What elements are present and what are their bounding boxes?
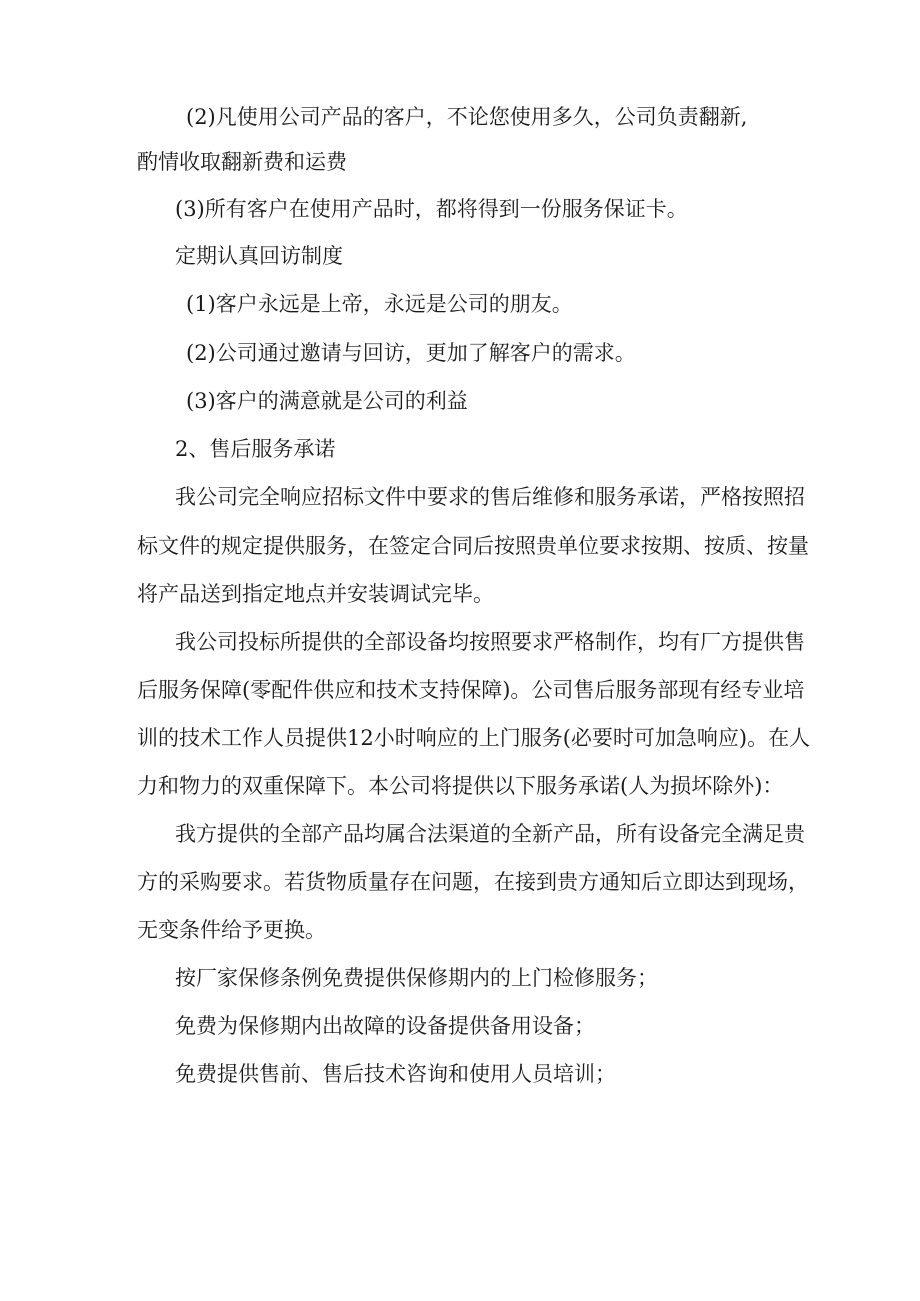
- text-line: 酌情收取翻新费和运费: [137, 150, 347, 174]
- text-line: (3)所有客户在使用产品时，都将得到一份服务保证卡。: [175, 197, 688, 221]
- text-line: (2)公司通过邀请与回访，更加了解客户的需求。: [186, 341, 636, 365]
- paragraph-line: 训的技术工作人员提供12小时响应的上门服务(必要时可加急响应)。在人: [137, 726, 811, 750]
- paragraph-line: 我方提供的全部产品均属合法渠道的全新产品，所有设备完全满足贵: [175, 822, 805, 846]
- paragraph-line: 标文件的规定提供服务，在签定合同后按照贵单位要求按期、按质、按量: [137, 534, 809, 558]
- text-line: (2)凡使用公司产品的客户，不论您使用多久，公司负责翻新,: [186, 105, 748, 129]
- list-item: 免费提供售前、售后技术咨询和使用人员培训；: [175, 1062, 616, 1086]
- paragraph-line: 我公司投标所提供的全部设备均按照要求严格制作，均有厂方提供售: [175, 630, 805, 654]
- paragraph-line: 无变条件给予更换。: [137, 918, 326, 942]
- paragraph-line: 我公司完全响应招标文件中要求的售后维修和服务承诺，严格按照招: [175, 485, 805, 509]
- paragraph-line: 将产品送到指定地点并安装调试完毕。: [137, 582, 494, 606]
- list-item: 按厂家保修条例免费提供保修期内的上门检修服务；: [175, 966, 658, 990]
- list-item: 免费为保修期内出故障的设备提供备用设备；: [175, 1014, 595, 1038]
- section-heading: 2、售后服务承诺: [175, 437, 336, 461]
- paragraph-line: 方的采购要求。若货物质量存在问题，在接到贵方通知后立即达到现场，: [137, 870, 809, 894]
- section-heading: 定期认真回访制度: [175, 244, 343, 268]
- paragraph-line: 后服务保障(零配件供应和技术支持保障)。公司售后服务部现有经专业培: [137, 678, 805, 702]
- paragraph-line: 力和物力的双重保障下。本公司将提供以下服务承诺(人为损坏除外)：: [137, 774, 784, 798]
- text-line: (1)客户永远是上帝，永远是公司的朋友。: [186, 292, 573, 316]
- text-line: (3)客户的满意就是公司的利益: [186, 389, 468, 413]
